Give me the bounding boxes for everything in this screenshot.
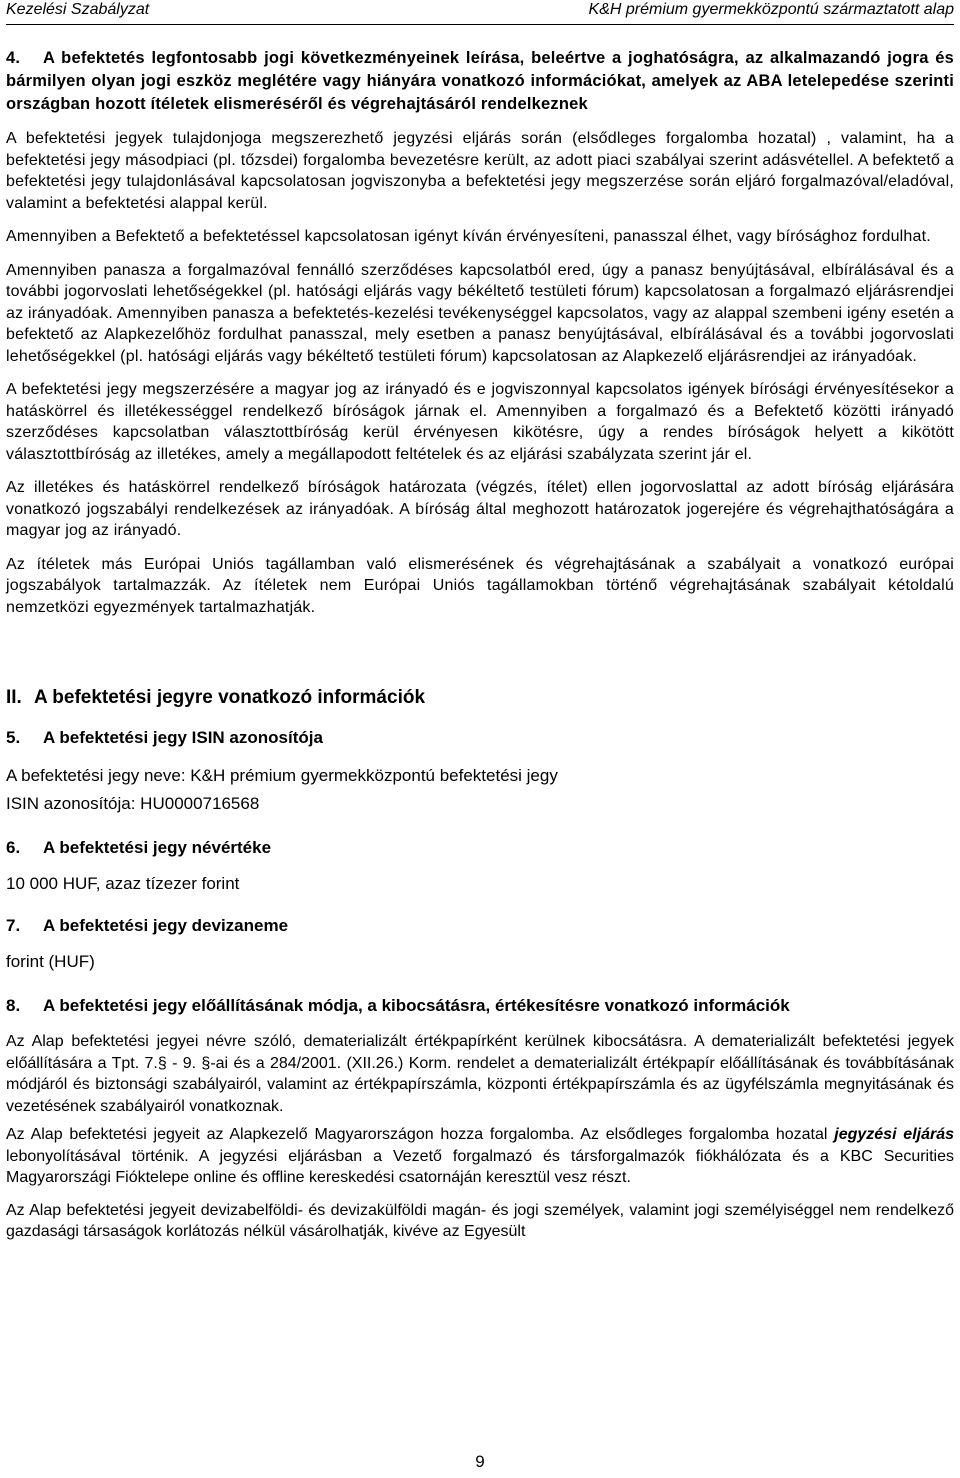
section-5-title: A befektetési jegy ISIN azonosítója [43, 728, 323, 747]
page-header [6, 0, 954, 25]
currency: forint (HUF) [6, 952, 95, 971]
section-4-paragraph-4: A befektetési jegy megszerzésére a magyar jog az irányadó és e jogviszonnyal kapcsolatos igények bírósági érvényesítésekor a hatáskörrel és illetékességgel rendelkező bíróságok járnak el. Amennyiben a forgalmazó és a Befektető közötti irányadó szerződéses kapcsolatban választottbíróság kerül érvényesen kikötésre, úgy a rendes bíróságok helyett a kikötött választottbíróság az illetékes, amely a megállapodott feltételek és az eljárási szabályzata szerint jár el. [6, 381, 954, 463]
section-7-number: 7. [6, 916, 21, 935]
chapter-ii-number: II. [6, 687, 22, 708]
section-4-paragraph-6: Az ítéletek más Európai Uniós tagállamban való elismerésének és végrehajtásának a szabályait a vonatkozó európai jogszabályok tartalmazzák. Az ítéletek nem Európai Uniós tagállamokban történő végrehajtásának szabályait kétoldalú nemzetközi egyezmények tartalmazhatják. [6, 555, 954, 616]
section-4-paragraph-5: Az illetékes és hatáskörrel rendelkező bíróságok határozata (végzés, ítélet) ellen jogorvoslattal az adott bíróság eljárására vonatkozó jogszabályi rendelkezések az irányadóak. A bíróság által meghozott határozatok jogerejére és végrehajthatóságára a magyar jog az irányadó. [6, 479, 954, 539]
section-6-heading [6, 837, 954, 859]
section-8-paragraph-1: Az Alap befektetési jegyei névre szóló, dematerializált értékpapírként kerülnek kibocsátásra. A dematerializált befektetési jegyek előállítására a Tpt. 7.§ - 9. §-ai és a 284/2001. (XII.26.) Korm. rendelet a dematerializált értékpapír előállításának és továbbításának módjáról és biztonsági szabályairól, valamint az értékpapírszámla, központi értékpapírszámla és az ügyfélszámla megnyitásának és vezetésének szabályairól vonatkoznak. [6, 1033, 954, 1115]
isin-code: ISIN azonosítója: HU0000716568 [6, 794, 260, 813]
section-8-heading [6, 995, 954, 1017]
nominal-value: 10 000 HUF, azaz tízezer forint [6, 874, 240, 893]
section-5-heading [6, 727, 954, 749]
section-8-paragraph-2 [6, 1124, 954, 1189]
section-8-title: A befektetési jegy előállításának módja, a kibocsátásra, értékesítésre vonatkozó információk [43, 996, 790, 1015]
section-5-number: 5. [6, 728, 21, 747]
section-8-paragraph-3: Az Alap befektetési jegyeit devizabelföldi- és devizakülföldi magán- és jogi személyek, valamint jogi személyiséggel nem rendelkező gazdasági társaságok korlátozás nélkül vásárolhatják, kivéve az Egyesült [6, 1201, 954, 1240]
chapter-ii-title: A befektetési jegyre vonatkozó információk [34, 687, 426, 708]
chapter-ii-heading [6, 686, 954, 710]
section-8-paragraph-2-text-end: lebonyolításával történik. A jegyzési eljárásban a Vezető forgalmazó és társforgalmazók fiókhálózata és a KBC Securities Magyarországi Fióktelepe online és offline kereskedési csatornáján keresztül vesz részt. [6, 1147, 954, 1186]
section-4-number: 4. [6, 49, 21, 67]
subscription-procedure-emphasis: jegyzési eljárás [834, 1126, 955, 1143]
page-content [6, 47, 954, 1243]
section-6-title: A befektetési jegy névértéke [43, 838, 272, 857]
section-4-heading [6, 47, 954, 116]
header-document-title: Kezelési Szabályzat [6, 1, 150, 18]
section-4-paragraph-3: Amennyiben panasza a forgalmazóval fennálló szerződéses kapcsolatból ered, úgy a panasz benyújtásával, elbírálásával és a további jogorvoslati lehetőségekkel (pl. hatósági eljárás vagy békéltető testületi fórum) kapcsolatosan a forgalmazó eljárásrendjei az irányadóak. Amennyiben panasza a befektetés-kezelési tevékenységgel kapcsolatos, vagy az alappal szembeni igény esetén a befektető az Alapkezelőhöz fordulhat panasszal, mely esetben a panasz benyújtásával, elbírálásával és a további jogorvoslati lehetőségekkel (pl. hatósági eljárás vagy békéltető testületi fórum) kapcsolatosan az Alapkezelő eljárásrendjei az irányadóak. [6, 261, 954, 365]
header-fund-name: K&H prémium gyermekközpontú származtatott alap [588, 1, 954, 18]
section-7-heading [6, 915, 954, 937]
section-8-paragraph-2-text: Az Alap befektetési jegyeit az Alapkezelő Magyarországon hozza forgalomba. Az elsődleges forgalomba hozatal [6, 1126, 835, 1143]
fund-unit-name: A befektetési jegy neve: K&H prémium gyermekközpontú befektetési jegy [6, 766, 558, 785]
section-4-paragraph-1: A befektetési jegyek tulajdonjoga megszerezhető jegyzési eljárás során (elsődleges forgalomba hozatal) , valamint, ha a befektetési jegy másodpiaci (pl. tőzsdei) forgalomba bevezetésre került, az adott piaci szabályai szerint adásvétellel. A befektető a befektetési jegy tulajdonlásával kapcsolatosan jogviszonyba a befektetési jegy megszerzése során eljáró forgalmazóval/eladóval, valamint a befektetési alappal kerül. [6, 130, 954, 212]
section-4-paragraph-2: Amennyiben a Befektető a befektetéssel kapcsolatosan igényt kíván érvényesíteni, panasszal élhet, vagy bírósághoz fordulhat. [6, 228, 931, 245]
section-7-title: A befektetési jegy devizaneme [43, 916, 289, 935]
section-6-number: 6. [6, 838, 21, 857]
page-number: 9 [475, 1452, 485, 1471]
section-4-title: A befektetés legfontosabb jogi következményeinek leírása, beleértve a joghatóságra, az alkalmazandó jogra és bármilyen olyan jogi eszköz meglétére vagy hiányára vonatkozó információkat, amelyek az ABA letelepedése szerinti országban hozott ítéletek elismeréséről és végrehajtásáról rendelkeznek [6, 49, 954, 113]
section-8-number: 8. [6, 996, 21, 1015]
